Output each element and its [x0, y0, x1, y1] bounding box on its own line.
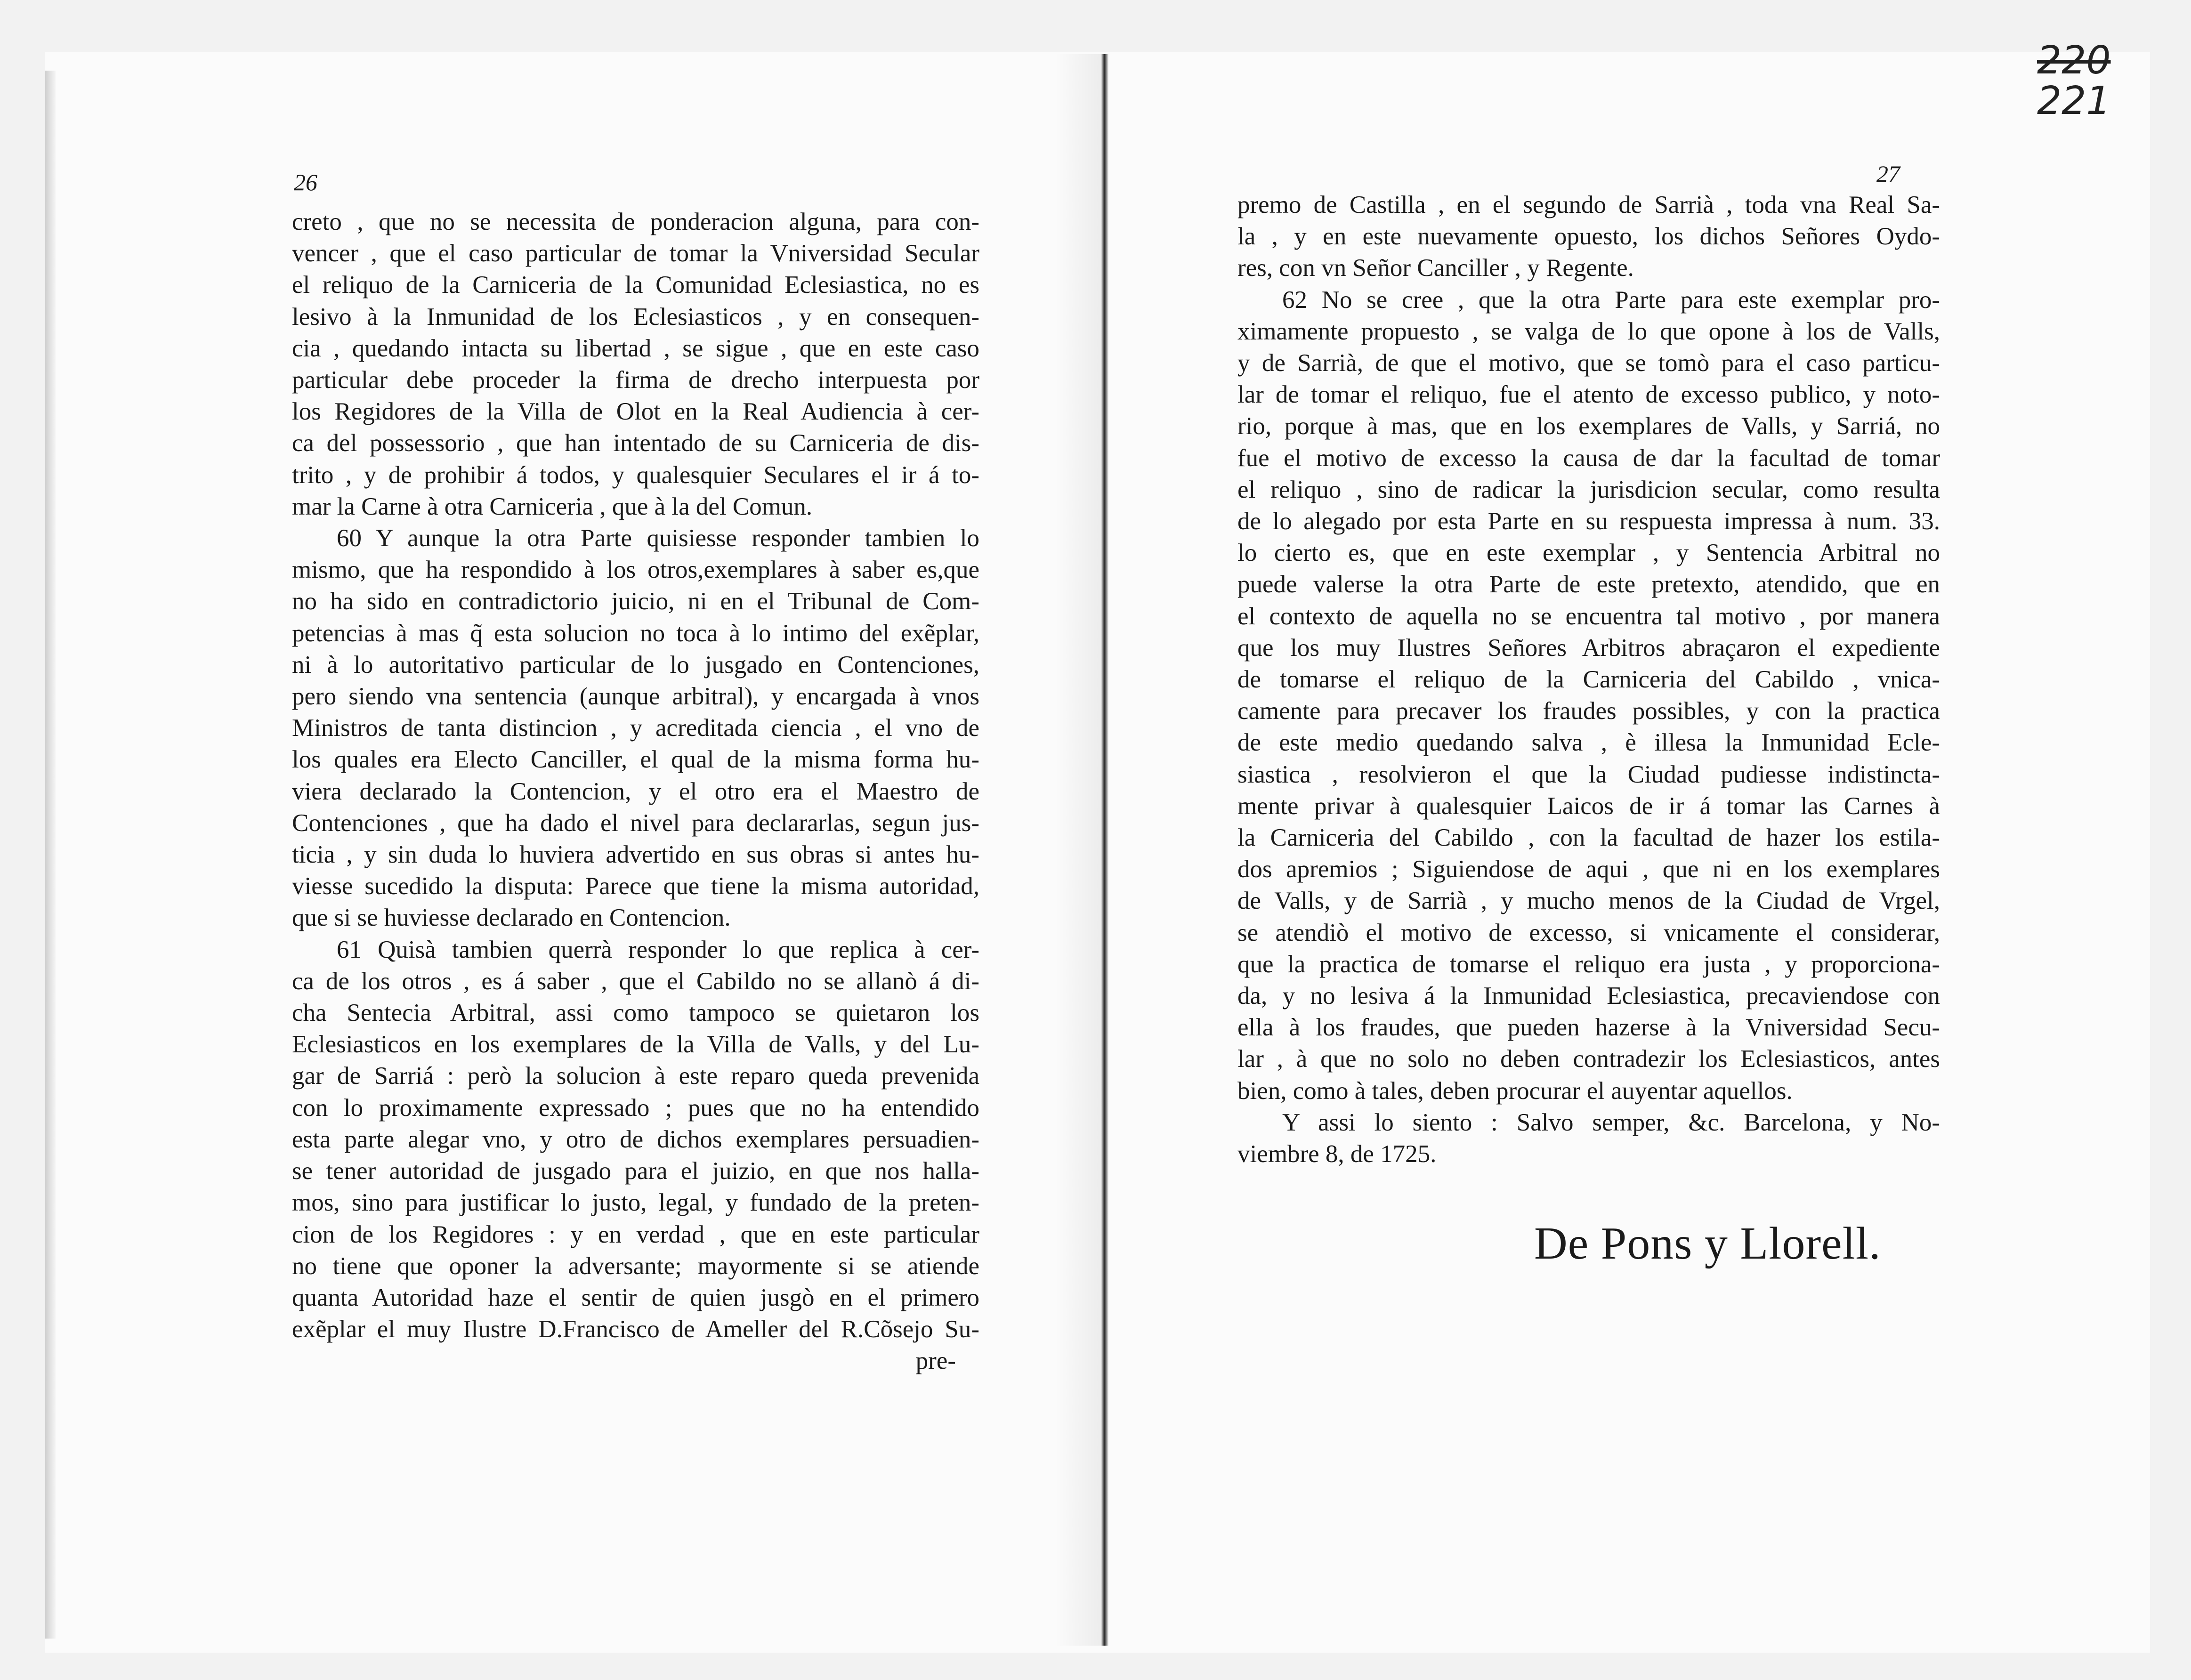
text-line: mar la Carne à otra Carniceria , que à la del Comun.	[292, 493, 813, 520]
text-line: viesse sucedido la disputa: Parece que tiene la misma autoridad,	[292, 872, 979, 900]
text-line: lo cierto es, que en este exemplar , y Sentencia Arbitral no	[1237, 539, 1940, 567]
right-page-number: 27	[1876, 161, 1900, 187]
text-line: creto , que no se necessita de ponderacion alguna, para con-	[292, 208, 979, 235]
book-gutter	[1101, 54, 1108, 1646]
text-line: con lo proximamente expressado ; pues que no ha entendido	[292, 1094, 979, 1122]
text-line: fue el motivo de excesso la causa de dar la facultad de tomar	[1237, 444, 1940, 472]
text-line: el reliquo de la Carniceria de la Comunidad Eclesiastica, no es	[292, 271, 979, 299]
text-line: da, y no lesiva á la Inmunidad Eclesiastica, precaviendose con	[1237, 982, 1940, 1010]
struck-folio-number: 220	[2037, 38, 2111, 83]
text-line: particular debe proceder la firma de drecho interpuesta por	[292, 366, 979, 394]
text-line: el contexto de aquella no se encuentra tal motivo , por manera	[1237, 602, 1940, 630]
text-line: de Valls, y de Sarrià , y mucho menos de la Ciudad de Vrgel,	[1237, 887, 1940, 915]
text-line: quanta Autoridad haze el sentir de quien jusgò en el primero	[292, 1284, 979, 1311]
text-line: camente para precaver los fraudes possibles, y con la practica	[1237, 697, 1940, 725]
text-line: Ministros de tanta distincion , y acreditada ciencia , el vno de	[292, 714, 979, 742]
closing-line: Y assi lo siento : Salvo semper, &c. Barcelona, y No-	[1282, 1108, 1940, 1136]
text-line: mos, sino para justificar lo justo, legal, y fundado de la preten-	[292, 1189, 979, 1217]
text-line: ximamente propuesto , se valga de lo que opone à los de Valls,	[1237, 317, 1940, 345]
text-line: que la practica de tomarse el reliquo era justa , y proporciona-	[1237, 950, 1940, 978]
text-line: esta parte alegar vno, y otro de dichos exemplares persuadien-	[292, 1125, 979, 1153]
text-line: Contenciones , que ha dado el nivel para declararlas, segun jus-	[292, 809, 979, 837]
text-line: la Carniceria del Cabildo , con la facultad de hazer los estila-	[1237, 824, 1940, 852]
text-line: rio, porque à mas, que en los exemplares de Valls, y Sarriá, no	[1237, 412, 1940, 440]
text-line: ca del possessorio , que han intentado de su Carniceria de dis-	[292, 429, 979, 457]
text-line: puede valerse la otra Parte de este pretexto, atendido, que en	[1237, 571, 1940, 598]
text-line: ca de los otros , es á saber , que el Cabildo no se allanò á di-	[292, 967, 979, 995]
text-line: siastica , resolvieron el que la Ciudad pudiesse indistincta-	[1237, 760, 1940, 788]
text-line: cion de los Regidores : y en verdad , que en este particular	[292, 1220, 979, 1248]
left-page-text	[292, 174, 979, 1377]
catchword: pre-	[915, 1347, 956, 1375]
text-line: cia , quedando intacta su libertad , se sigue , que en este caso	[292, 334, 979, 362]
text-line: se tener autoridad de jusgado para el juizio, en que nos halla-	[292, 1157, 979, 1185]
text-line: el reliquo , sino de radicar la jurisdicion secular, como resulta	[1237, 476, 1940, 503]
text-line: gar de Sarriá : però la solucion à este reparo queda prevenida	[292, 1062, 979, 1090]
text-line: de este medio quedando salva , è illesa la Inmunidad Ecle-	[1237, 729, 1940, 757]
text-line: vencer , que el caso particular de tomar la Vniversidad Secular	[292, 240, 979, 267]
text-line: premo de Castilla , en el segundo de Sarrià , toda vna Real Sa-	[1237, 191, 1940, 218]
text-line: mente privar à qualesquier Laicos de ir á tomar las Carnes à	[1237, 792, 1940, 820]
gutter-shadow	[1055, 54, 1101, 1646]
text-line: los quales era Electo Canciller, el qual de la misma forma hu-	[292, 746, 979, 774]
text-line: mismo, que ha respondido à los otros,exemplares à saber es,que	[292, 556, 979, 584]
left-page-number: 26	[294, 169, 317, 195]
text-line: de lo alegado por esta Parte en su respuesta impressa à num. 33.	[1237, 508, 1940, 535]
text-line: ni à lo autoritativo particular de lo jusgado en Contenciones,	[292, 651, 979, 678]
text-line: no tiene que oponer la adversante; mayormente si se atiende	[292, 1252, 979, 1280]
text-line: Eclesiasticos en los exemplares de la Villa de Valls, y del Lu-	[292, 1031, 979, 1058]
archive-folio-mark	[2037, 40, 2111, 121]
text-line: no ha sido en contradictorio juicio, ni en el Tribunal de Com-	[292, 588, 979, 615]
text-line: res, con vn Señor Canciller , y Regente.	[1237, 254, 1634, 282]
date-line: viembre 8, de 1725.	[1237, 1140, 1437, 1168]
author-signature: De Pons y Llorell.	[1534, 1218, 1881, 1269]
text-line: la , y en este nuevamente opuesto, los dichos Señores Oydo-	[1237, 223, 1940, 250]
text-line: pero siendo vna sentencia (aunque arbitral), y encargada à vnos	[292, 683, 979, 711]
text-line: lar , à que no solo no deben contradezir los Eclesiasticos, antes	[1237, 1045, 1940, 1073]
text-line: lesivo à la Inmunidad de los Eclesiasticos , y en consequen-	[292, 303, 979, 331]
text-line: que si se huviesse declarado en Contencion.	[292, 904, 731, 932]
folio-number-handwritten: 221	[2037, 79, 2111, 123]
text-line: los Regidores de la Villa de Olot en la Real Audiencia à cer-	[292, 398, 979, 426]
text-line: dos apremios ; Siguiendose de aqui , que ni en los exemplares	[1237, 856, 1940, 883]
text-line: petencias à mas q̃ esta solucion no toca à lo intimo del exẽplar,	[292, 619, 979, 647]
text-line: trito , y de prohibir á todos, y qualesquier Seculares el ir á to-	[292, 461, 979, 489]
paragraph-62-start: 62 No se cree , que la otra Parte para este exemplar pro-	[1282, 286, 1940, 314]
text-line: bien, como à tales, deben procurar el auyentar aquellos.	[1237, 1077, 1793, 1105]
text-line: que los muy Ilustres Señores Arbitros abraçaron el expediente	[1237, 634, 1940, 662]
text-line: de tomarse el reliquo de la Carniceria del Cabildo , vnica-	[1237, 666, 1940, 694]
right-page-text	[1237, 165, 1940, 1170]
text-line: cha Sentecia Arbitral, assi como tampoco se quietaron los	[292, 999, 979, 1027]
text-line: se atendiò el motivo de excesso, si vnicamente el considerar,	[1237, 919, 1940, 946]
text-line: ella à los fraudes, que pueden hazerse à la Vniversidad Secu-	[1237, 1014, 1940, 1042]
text-line: viera declarado la Contencion, y el otro era el Maestro de	[292, 777, 979, 805]
text-line: y de Sarrià, de que el motivo, que se tomò para el caso particu-	[1237, 349, 1940, 377]
paragraph-60-start: 60 Y aunque la otra Parte quisiesse responder tambien lo	[337, 525, 979, 552]
paragraph-61-start: 61 Quisà tambien querrà responder lo que replica à cer-	[337, 936, 979, 963]
text-line: ticia , y sin duda lo huviera advertido en sus obras si antes hu-	[292, 841, 979, 869]
text-line: lar de tomar el reliquo, fue el atento de excesso publico, y noto-	[1237, 381, 1940, 409]
page-edge	[45, 71, 56, 1639]
text-line: exẽplar el muy Ilustre D.Francisco de Ameller del R.Cõsejo Su-	[292, 1316, 979, 1343]
